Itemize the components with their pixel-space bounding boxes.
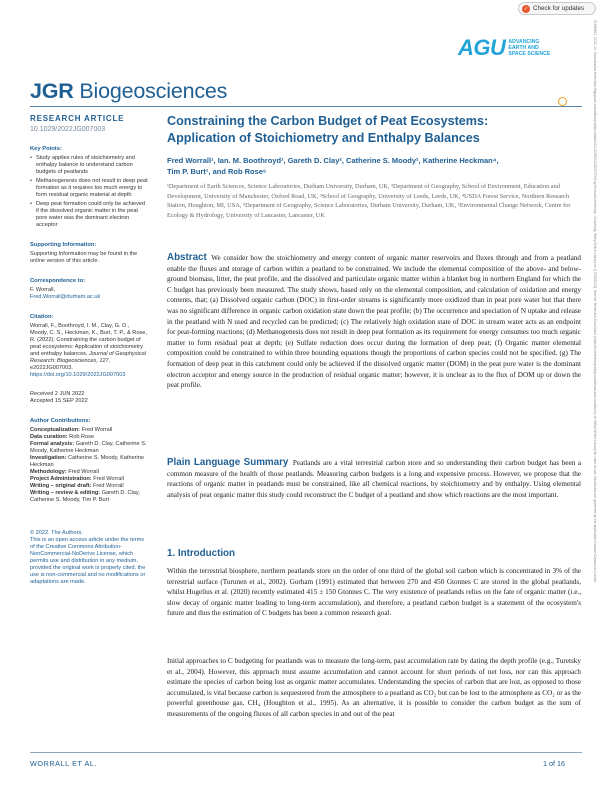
article-doi[interactable]: 10.1029/2022JG007003 <box>30 126 106 133</box>
title-line: Application of Stoichiometry and Enthalpy Balances <box>167 131 480 145</box>
correspondence-name: F. Worrall, <box>30 287 56 293</box>
article-title <box>167 113 581 147</box>
contribution-item <box>30 427 148 434</box>
supporting-info-heading: Supporting Information: <box>30 242 97 248</box>
supporting-info-text: Supporting Information may be found in the online version of this article. <box>30 251 138 264</box>
sidebar <box>30 114 148 586</box>
contribution-item <box>30 476 148 483</box>
contribution-role: Data curation: <box>30 434 68 440</box>
citation-text <box>30 323 148 379</box>
intro-paragraph-2: Initial approaches to C budgeting for peatlands was to measure the long-term, past accumulation rate by dating the depth profile (e.g., Turetsky et al., 2004). However, this approach must assume accumulation and cannot account for short periods of net loss, nor can this approach estimate the species of carbon being lost as organic matter accumulates. Understanding the species of carbon that are lost, as opposed to those accumulated, is vital because carbon is sequestered from the atmosphere to a peatland as CO₂ but can be lost to the atmosphere as CO₂ or as the powerful greenhouse gas, CH₄ (Houghton et al., 1995). As an alternative, it is possible to consider the carbon budget as the sum of measurements of the ongoing fluxes of all carbon species in and out of the peat <box>167 657 581 718</box>
contributions-list <box>30 427 148 504</box>
pls-text: Peatlands are a vital terrestrial carbon store and so understanding their carbon budget has been a common measure of the health of those peatlands. Measuring carbon budgets is a long and expensive process. However, we propose that the reactions of organic matter in peatlands must be constrained, like all chemical reactions, by stoichiometry and by enthalpy. Using elemental analysis of peat organic matter this study could reconstruct the C budget of a peatland and show which reactions are the most important. <box>167 459 582 499</box>
abstract <box>167 253 581 391</box>
contribution-role: Investigation: <box>30 455 67 461</box>
correspondence-email[interactable]: Fred.Worrall@durham.ac.uk <box>30 294 101 300</box>
journal-title <box>30 79 227 104</box>
abstract-text: We consider how the stoichiometry and energy content of organic matter reservoirs and fluxes through and from a peatland enable the fluxes and storage of carbon within a peatland to be constrained. We include the elemental composition of the above- and below-ground biomass, litter, the peat profile, and the dissolved and particulate organic matter within a blanket bog in northern England for which the C budget has previously been measured. The study shows, based only on the elemental composition, and calculation of oxidation and energy contents, that; (a) Dissolved organic carbon (DOC) in first-order streams is significantly more oxidized than in peat pore water but that there was no significant difference in organic carbon oxidation state down the peat profile; (b) The occurrence and speciation of N uptake and release in the peatland with N used and recycled can be predicted; (c) The relatively high oxidation state of DOC in stream water acts as an endpoint for peat-forming reactions; (d) Methanogenesis does not result in deep peat formation as its requirement for energy consumes too much organic matter to form residual peat at depth; (e) Sulfate reduction does occur during the formation of deep peat; (f) Organic matter elemental composition could be constrained to within three bounding equations though the proportions of carbon species could not be specified. (g) The formation of deep peat in this catchment could only be achieved if the dissolved organic matter (DOM) in the peat pore water is the dominant electron acceptor and energy source in the production of residual organic matter; however, it is unclear as to the flux of DOM up or down the peat profile. <box>167 254 581 390</box>
check-for-updates-button[interactable] <box>518 2 596 15</box>
header-divider <box>30 106 582 107</box>
contribution-names: Gareth D. Clay, Catherine S. Moody, Katherine Heckman <box>30 441 147 454</box>
key-point: • Study applies rules of stoichiometry and enthalpy balance to understand carbon budgets of peatlands <box>30 155 148 176</box>
contribution-role: Methodology: <box>30 469 67 475</box>
contribution-names: Catherine S. Moody, Katherine Heckman <box>30 455 145 468</box>
section-heading-introduction: 1. Introduction <box>167 548 236 559</box>
contribution-role: Writing – review & editing: <box>30 490 101 496</box>
article-type: RESEARCH ARTICLE <box>30 114 125 123</box>
publisher-logo-word: AGU <box>458 35 506 60</box>
authors-line: Tim P. Burt¹, and Rob Rose⁶ <box>167 167 267 176</box>
contribution-role: Writing – original draft: <box>30 483 92 489</box>
contribution-names: Rob Rose <box>69 434 95 440</box>
contribution-names: Gareth D. Clay, Catherine S. Moody, Tim P. Burt <box>30 490 140 503</box>
open-access-icon <box>558 97 567 106</box>
citation-body: Worrall, F., Boothroyd, I. M., Clay, G. D., Moody, C. S., Heckman, K., Burt, T. P., & Rose, R. (2022). Constraining the carbon budget of peat ecosystems: Application of stoichiometry and enthalpy balances. <box>30 323 147 357</box>
contribution-names: Fred Worrall <box>93 483 124 489</box>
plain-language-summary <box>167 458 581 500</box>
journal-prefix: JGR <box>30 79 80 103</box>
authors-line: Fred Worrall¹, Ian. M. Boothroyd¹, Gareth D. Clay², Catherine S. Moody², Katherine Heckman⁴, <box>167 156 499 165</box>
key-points-heading: Key Points: <box>30 146 62 152</box>
accepted-date: Accepted 15 SEP 2022 <box>30 398 88 404</box>
citation-journal: Journal of Geophysical Research: Biogeosciences, 127, <box>30 351 147 364</box>
abstract-heading: Abstract <box>167 252 207 263</box>
contribution-role: Project Administration: <box>30 476 92 482</box>
tagline-line: SPACE SCIENCE <box>508 51 551 57</box>
check-updates-label: Check for updates <box>533 5 585 12</box>
key-point: • Methanogenesis does not result in deep peat formation as it requires too much energy to form residual organic material at depth <box>30 178 148 199</box>
contribution-item <box>30 441 148 455</box>
contribution-item <box>30 434 148 441</box>
contribution-item <box>30 455 148 469</box>
citation-link[interactable]: https://doi.org/10.1029/2022JG007003 <box>30 372 126 378</box>
tagline-line: ADVANCING <box>508 39 540 45</box>
copyright-notice: © 2022. The Authors. <box>30 530 83 536</box>
margin-note-text: 21698961, 2022, 10, Downloaded from https://agupubs.onlinelibrary.wiley.com/doi/10.1029/2022JG007003 by Durham University - University, Wiley Online Library on [17/03/2023]. See the Terms and Conditions (https://onlinelibrary.wiley.com/terms-and-conditions) on Wiley Online Library for rules of use; OA articles are governed by the applicable Creative Commons License <box>593 20 597 583</box>
license-text[interactable]: This is an open access article under the terms of the Creative Commons Attribution-NonCommercial-NoDerivs License, which permits use and distribution in any medium, provided the original work is properly cited, the use is non-commercial and no modifications or adaptations are made. <box>30 537 146 585</box>
contribution-item <box>30 490 148 504</box>
key-points-list <box>30 155 148 229</box>
contributions-heading: Author Contributions: <box>30 418 91 424</box>
footer-divider <box>30 752 582 753</box>
contribution-item <box>30 469 148 476</box>
tagline-line: EARTH AND <box>508 45 539 51</box>
author-list <box>167 155 581 177</box>
footer-page-number: 1 of 16 <box>543 759 565 768</box>
citation-tail: e2022JG007003. <box>30 365 73 371</box>
title-line: Constraining the Carbon Budget of Peat Ecosystems: <box>167 114 489 128</box>
footer-running-head: WORRALL ET AL. <box>30 759 98 768</box>
check-updates-icon: ✓ <box>523 5 529 12</box>
received-date: Received 2 JUN 2022 <box>30 391 85 397</box>
intro-paragraph-1: Within the terrestrial biosphere, northern peatlands store on the order of one third of the global soil carbon which is concentrated in 3% of the terrestrial surface (Turunen et al., 2002). Gorham (1991) estimated that between 270 and 450 Gtonnes C are stored in the global peatlands, whilst Hugelius et al. (2020) recently estimated 415 ± 150 Gtonnes C. The very existence of peatlands relies on the fate of organic matter (i.e., slow decay of organic matter leading to long-term accumulation), and therefore, a peatland carbon budget is a statement of the ecosystem's future and thus the estimation of C budgets has been a common research goal. <box>167 567 581 618</box>
citation-heading: Citation: <box>30 314 54 320</box>
pls-heading: Plain Language Summary <box>167 457 289 468</box>
contribution-role: Conceptualization: <box>30 427 81 433</box>
publisher-logo <box>458 35 550 61</box>
correspondence-heading: Correspondence to: <box>30 278 86 284</box>
contribution-names: Fred Worrall <box>93 476 124 482</box>
contribution-names: Fred Worrall <box>81 427 113 433</box>
contribution-role: Formal analysis: <box>30 441 75 447</box>
download-margin-note <box>590 20 598 760</box>
contribution-names: Fred Worrall <box>68 469 99 475</box>
key-point: • Deep peat formation could only be achieved if the dissolved organic matter in the peat pore water was the dominant electron acceptor <box>30 201 148 229</box>
publisher-tagline <box>508 39 550 57</box>
affiliations: ¹Department of Earth Sciences, Science Laboratories, Durham University, Durham, UK, ²Department of Geography, School of Environment, Education and Development, University of Manchester, Oxford Road, UK, ³School of Geography, University of Leeds, Leeds, UK, ⁴USDA Forest Service, Northern Research Station, Houghton, MI, USA, ⁵Department of Geography, Science Laboratories, Durham University, Durham, UK, ⁶Environmental Change Network, Centre for Ecology & Hydrology, University of Lancaster, Lancaster, UK <box>167 183 571 219</box>
journal-name: Biogeosciences <box>79 79 228 103</box>
contribution-item <box>30 483 148 490</box>
